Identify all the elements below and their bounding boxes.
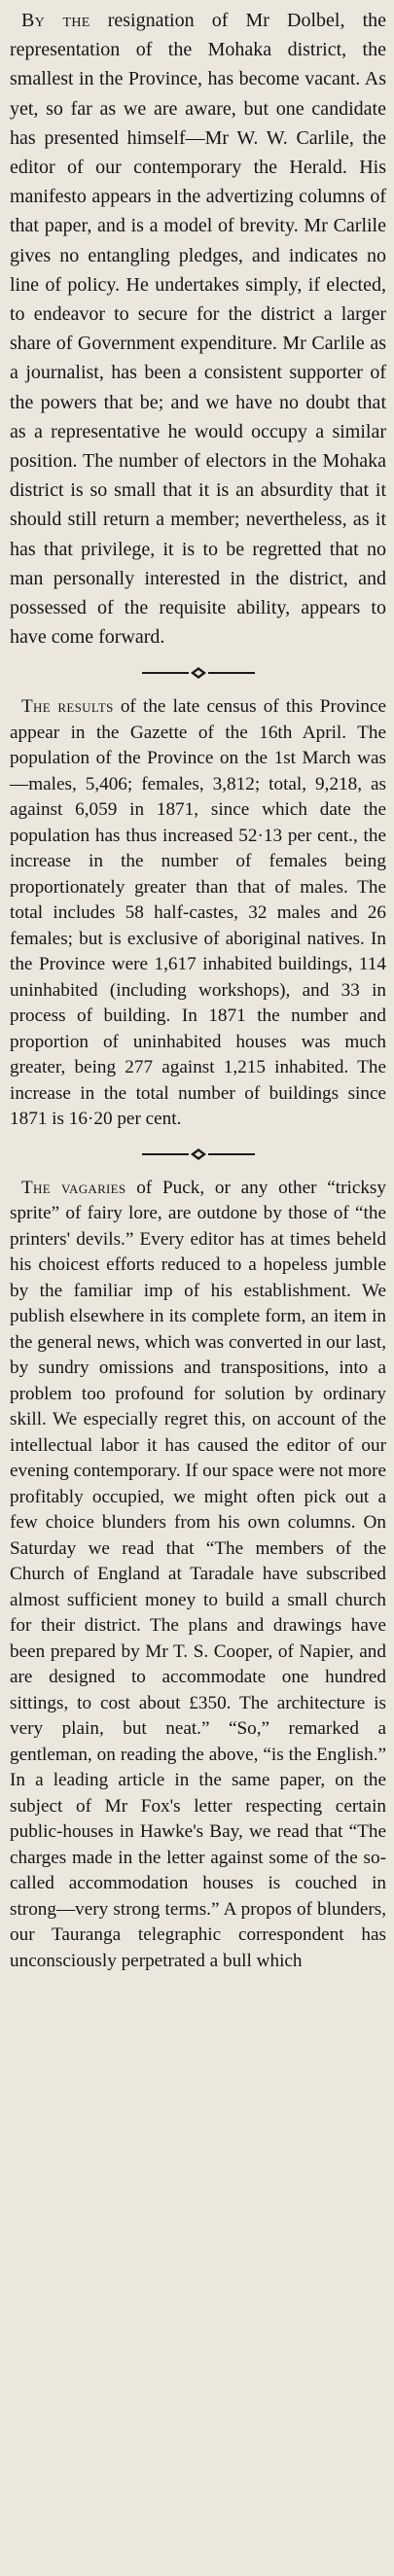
article-printers-devils [10, 1176, 386, 1975]
divider-ornament-icon [140, 1147, 257, 1161]
article-lead: By the [21, 10, 90, 31]
section-divider [10, 652, 386, 694]
article-lead: The results [21, 696, 114, 718]
divider-ornament-icon [140, 666, 257, 680]
article-body: resignation of Mr Dolbel, the representation of the Mohaka district, the smallest in the Province, has become vacant. As yet, so far as we are aware, but one candidate has presented himself—Mr W. W. Carlile, the editor of our contemporary the Herald. His manifesto appears in the advertizing columns of that paper, and is a model of brevity. Mr Carlile gives no entangling pledges, and indicates no line of policy. He undertakes simply, if elected, to endeavor to secure for the district a larger share of Government expenditure. Mr Carlile as a journalist, has been a consistent supporter of the powers that be; and we have no doubt that as a representative he would occupy a similar position. The number of electors in the Mohaka district is so small that it is an absurdity that it should still return a member; nevertheless, as it has that privilege, it is to be regretted that no man personally interested in the district, and possessed of the requisite ability, appears to have come forward. [10, 10, 387, 649]
section-divider [10, 1133, 386, 1176]
article-mohaka-election [10, 6, 386, 652]
article-census-results [10, 694, 386, 1133]
article-body: of the late census of this Province appear in the Gazette of the 16th April. The population of the Province on the 1st March was—males, 5,406; females, 3,812; total, 9,218, as against 6,059 in 1871, since which date the population has thus increased 52·13 per cent., the increase in the number of females being proportionately greater than that of males. The total includes 58 half-castes, 32 males and 26 females; but is exclusive of aboriginal natives. In the Province were 1,617 inhabited buildings, 114 uninhabited (including workshops), and 33 in process of building. In 1871 the number and proportion of uninhabited houses was much greater, being 277 against 1,215 inhabited. The increase in the total number of buildings since 1871 is 16·20 per cent. [10, 696, 387, 1130]
article-body: of Puck, or any other “tricksy sprite” of fairy lore, are outdone by those of “the printers' devils.” Every editor has at times beheld his choicest efforts reduced to a hopeless jumble by the familiar imp of his establishment. We publish elsewhere in its complete form, an item in the general news, which was converted in our last, by sundry omissions and transpositions, into a problem too profound for solution by ordinary skill. We especially regret this, on account of the intellectual labor it has caused the editor of our evening contemporary. If our space were not more profitably occupied, we might often pick out a few choice blunders from his own columns. On Saturday we read that “The members of the Church of England at Taradale have subscribed almost sufficient money to build a small church for their district. The plans and drawings have been prepared by Mr T. S. Cooper, of Napier, and are designed to accommodate one hundred sittings, to cost about £350. The architecture is very plain, but neat.” “So,” remarked a gentleman, on reading the above, “is the English.” In a leading article in the same paper, on the subject of Mr Fox's letter respecting certain public-houses in Hawke's Bay, we read that “The charges made in the letter against some of the so-called accommodation houses is couched in strong—very strong terms.” A propos of blunders, our Tauranga telegraphic correspondent has unconsciously perpetrated a bull which [10, 1177, 386, 1971]
article-lead: The vagaries [21, 1177, 126, 1198]
